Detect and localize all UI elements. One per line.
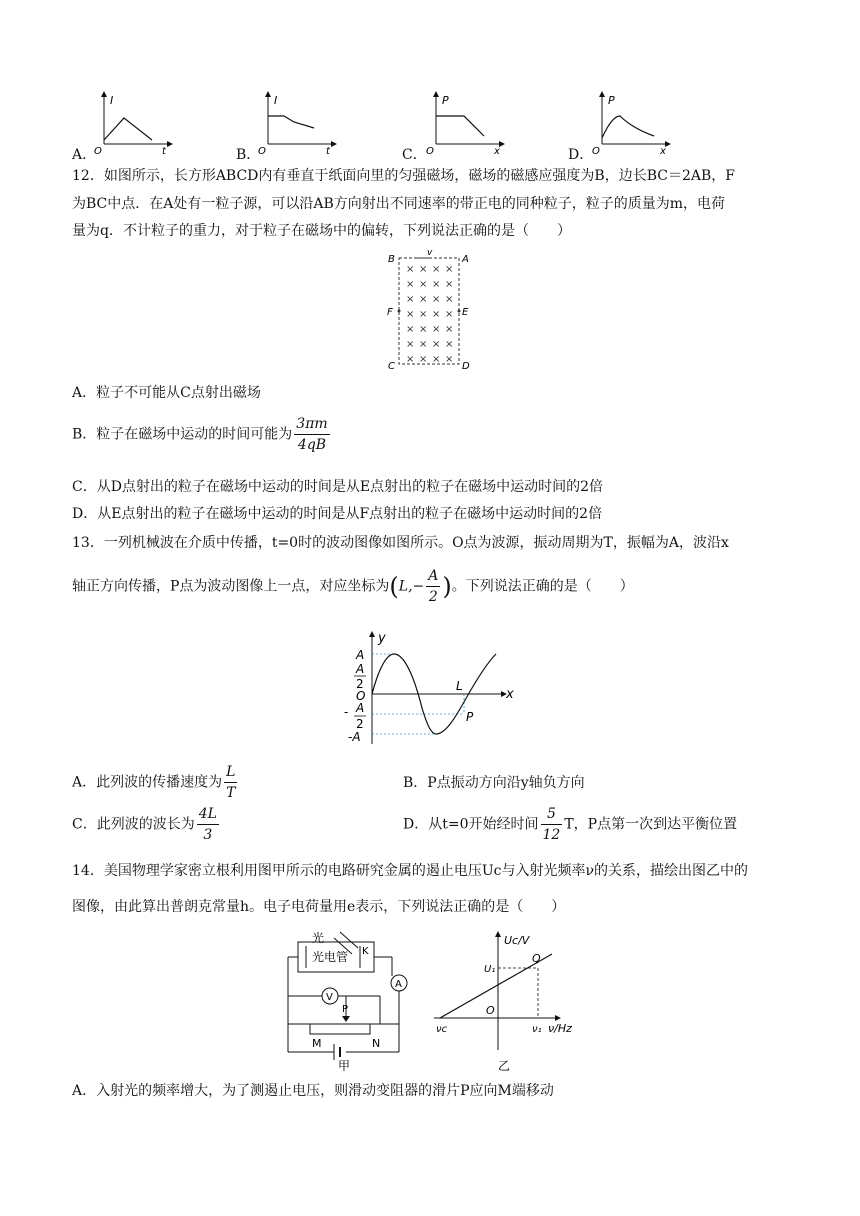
field-cross: × [445, 264, 454, 275]
field-cross: × [419, 309, 428, 320]
q12-option-b [72, 414, 332, 455]
q11-d-yaxis: P [608, 94, 615, 107]
q13-option-a [72, 762, 239, 803]
field-cross: × [406, 324, 415, 335]
q11-graph-c [422, 88, 512, 158]
field-cross: × [445, 324, 454, 335]
q12-option-b-den: 4qB [297, 437, 327, 453]
q13-stem-line1: 13．一列机械波在介质中传播，t=0时的波动图像如图所示。O点为波源，振动周期为T，振幅为A，波沿x [72, 535, 729, 551]
q13-option-a-num: L [224, 762, 237, 783]
field-cross: × [406, 354, 415, 365]
q13-fig-o: O [356, 689, 366, 703]
q14-fig-voltmeter: V [326, 992, 333, 1003]
field-cross: × [432, 294, 441, 305]
field-cross: × [432, 354, 441, 365]
field-cross: × [406, 279, 415, 290]
q13-option-d-text: D．从t=0开始经时间 [403, 816, 539, 833]
q12-fig-d: D [462, 361, 470, 372]
q11-graph-d [588, 88, 678, 158]
q14-graph-vc: νc [436, 1024, 448, 1035]
q14-stem-line1: 14．美国物理学家密立根利用图甲所示的电路研究金属的遏止电压Uc与入射光频率ν的关系，描绘出图乙中的 [72, 863, 748, 879]
q11-option-c-label: C． [402, 147, 427, 163]
q14-graph-q: Q [532, 952, 541, 965]
field-cross: × [419, 294, 428, 305]
field-cross: × [406, 339, 415, 350]
q14-fig-n: N [372, 1037, 381, 1050]
q14-graph-caption-yi: 乙 [498, 1059, 511, 1071]
q14-fig-light: 光 [312, 931, 325, 945]
field-cross: × [419, 264, 428, 275]
field-cross: × [445, 294, 454, 305]
q12-option-b-text: B．粒子在磁场中运动的时间可能为 [72, 426, 293, 443]
field-cross: × [406, 309, 415, 320]
q13-fig-a: A [356, 648, 365, 662]
q11-option-a-label: A． [72, 147, 97, 163]
q13-option-d [403, 804, 737, 845]
field-cross: × [406, 294, 415, 305]
q13-coord-l: L,− [398, 578, 425, 595]
q11-a-yaxis: I [110, 94, 114, 107]
field-cross: × [419, 324, 428, 335]
q11-c-yaxis: P [442, 94, 449, 107]
q14-fig-tube: 光电管 [312, 950, 349, 964]
field-cross: × [432, 324, 441, 335]
q14-option-a: A．入射光的频率增大，为了测遏止电压，则滑动变阻器的滑片P应向M端移动 [72, 1083, 554, 1099]
q13-option-b: B．P点振动方向沿y轴负方向 [403, 775, 585, 791]
q13-fig-a2-num: A [356, 662, 365, 676]
q11-b-xaxis: t [326, 146, 330, 157]
q11-d-xaxis: x [660, 146, 666, 157]
q12-fig-b: B [388, 254, 395, 265]
q13-fig-l: L [456, 679, 463, 693]
q11-c-origin: O [426, 146, 434, 157]
q13-stem-line2-suffix: 。下列说法正确的是（ ） [451, 578, 634, 595]
q13-option-d-num: 5 [541, 804, 563, 825]
q11-b-origin: O [258, 146, 266, 157]
q13-coord-num: A [426, 566, 440, 587]
q13-stem-line2-prefix: 轴正方向传播，P点为波动图像上一点，对应坐标为 [72, 578, 390, 595]
q11-graph-b [254, 88, 344, 158]
q13-option-d-den: 12 [542, 827, 561, 843]
q11-a-origin: O [94, 146, 102, 157]
field-cross: × [432, 279, 441, 290]
q13-option-c-den: 3 [203, 827, 213, 843]
q11-d-origin: O [592, 146, 600, 157]
q14-graph-o: O [486, 1004, 495, 1017]
q13-fig-nega: -A [348, 730, 361, 744]
q14-graph-figure [428, 926, 588, 1071]
q12-fig-f: F [387, 307, 393, 318]
q13-option-a-den: T [226, 785, 236, 801]
q13-stem-line2: 轴正方向传播，P点为波动图像上一点，对应坐标为(L,− $\frac{A}{2}$ )。下列说法正确的是（ ） [72, 568, 634, 605]
q14-graph-u1: U₁ [484, 964, 496, 975]
q14-graph-ylabel: Uc/V [504, 934, 530, 947]
q14-graph-xlabel: ν/Hz [548, 1022, 572, 1035]
q11-b-yaxis: I [274, 94, 278, 107]
q14-fig-k: K [362, 946, 369, 957]
q13-fig-neg-sign: - [344, 705, 349, 719]
q12-option-a: A．粒子不可能从C点射出磁场 [72, 385, 261, 401]
q12-stem-line2: 为BC中点．在A处有一粒子源，可以沿AB方向射出不同速率的带正电的同种粒子，粒子的质量为m，电荷 [72, 196, 726, 212]
q13-fig-nega2-den: 2 [356, 717, 364, 731]
q13-fig-a2-den: 2 [356, 677, 364, 691]
q11-a-xaxis: t [162, 146, 166, 157]
q13-fig-p: P [466, 710, 474, 724]
field-cross: × [445, 279, 454, 290]
q13-wave-figure [336, 628, 526, 750]
q14-fig-p: P [342, 1004, 349, 1015]
q12-fig-v: v [427, 248, 433, 258]
q12-fig-c: C [388, 361, 395, 372]
q11-option-d-label: D． [568, 147, 594, 163]
q11-c-xaxis: x [494, 146, 500, 157]
field-cross: × [432, 264, 441, 275]
q12-fig-e: E [462, 307, 469, 318]
q14-circuit-figure [280, 926, 420, 1071]
q14-graph-v1: ν₁ [532, 1024, 542, 1035]
field-cross: × [419, 339, 428, 350]
q11-graph-a [90, 88, 180, 158]
q13-option-c [72, 804, 221, 845]
field-cross: × [445, 309, 454, 320]
field-cross: × [445, 354, 454, 365]
q11-options [0, 88, 860, 163]
q13-option-d-suffix: T，P点第一次到达平衡位置 [564, 816, 738, 833]
q13-fig-x: x [506, 687, 514, 702]
field-cross: × [406, 264, 415, 275]
q14-fig-m: M [312, 1037, 322, 1050]
field-cross: × [419, 279, 428, 290]
q14-fig-caption-jia: 甲 [338, 1059, 351, 1071]
q13-fig-nega2-num: A [356, 701, 365, 715]
q12-magnetic-field-figure [380, 248, 490, 373]
q12-option-d: D．从E点射出的粒子在磁场中运动的时间是从F点射出的粒子在磁场中运动时间的2倍 [72, 506, 603, 522]
field-cross: × [432, 339, 441, 350]
field-cross: × [419, 354, 428, 365]
q12-fig-a: A [462, 254, 469, 265]
q12-option-c: C．从D点射出的粒子在磁场中运动的时间是从E点射出的粒子在磁场中运动时间的2倍 [72, 479, 604, 495]
q13-coord-den: 2 [428, 589, 438, 605]
field-cross: × [432, 309, 441, 320]
q12-stem-line1: 12．如图所示，长方形ABCD内有垂直于纸面向里的匀强磁场，磁场的磁感应强度为B，边长BC＝2AB，F [72, 168, 735, 184]
q13-option-c-num: 4L [197, 804, 219, 825]
q13-fig-y: y [378, 631, 386, 646]
q11-option-b-label: B． [236, 147, 261, 163]
q13-option-c-text: C．此列波的波长为 [72, 816, 195, 833]
q13-option-a-text: A．此列波的传播速度为 [72, 774, 223, 791]
q12-option-b-num: 3πm [294, 414, 329, 435]
q14-fig-ammeter: A [395, 979, 402, 990]
field-cross: × [445, 339, 454, 350]
q12-stem-line3: 量为q．不计粒子的重力，对于粒子在磁场中的偏转，下列说法正确的是（ ） [72, 223, 571, 239]
q14-stem-line2: 图像，由此算出普朗克常量h。电子电荷量用e表示，下列说法正确的是（ ） [72, 899, 566, 915]
